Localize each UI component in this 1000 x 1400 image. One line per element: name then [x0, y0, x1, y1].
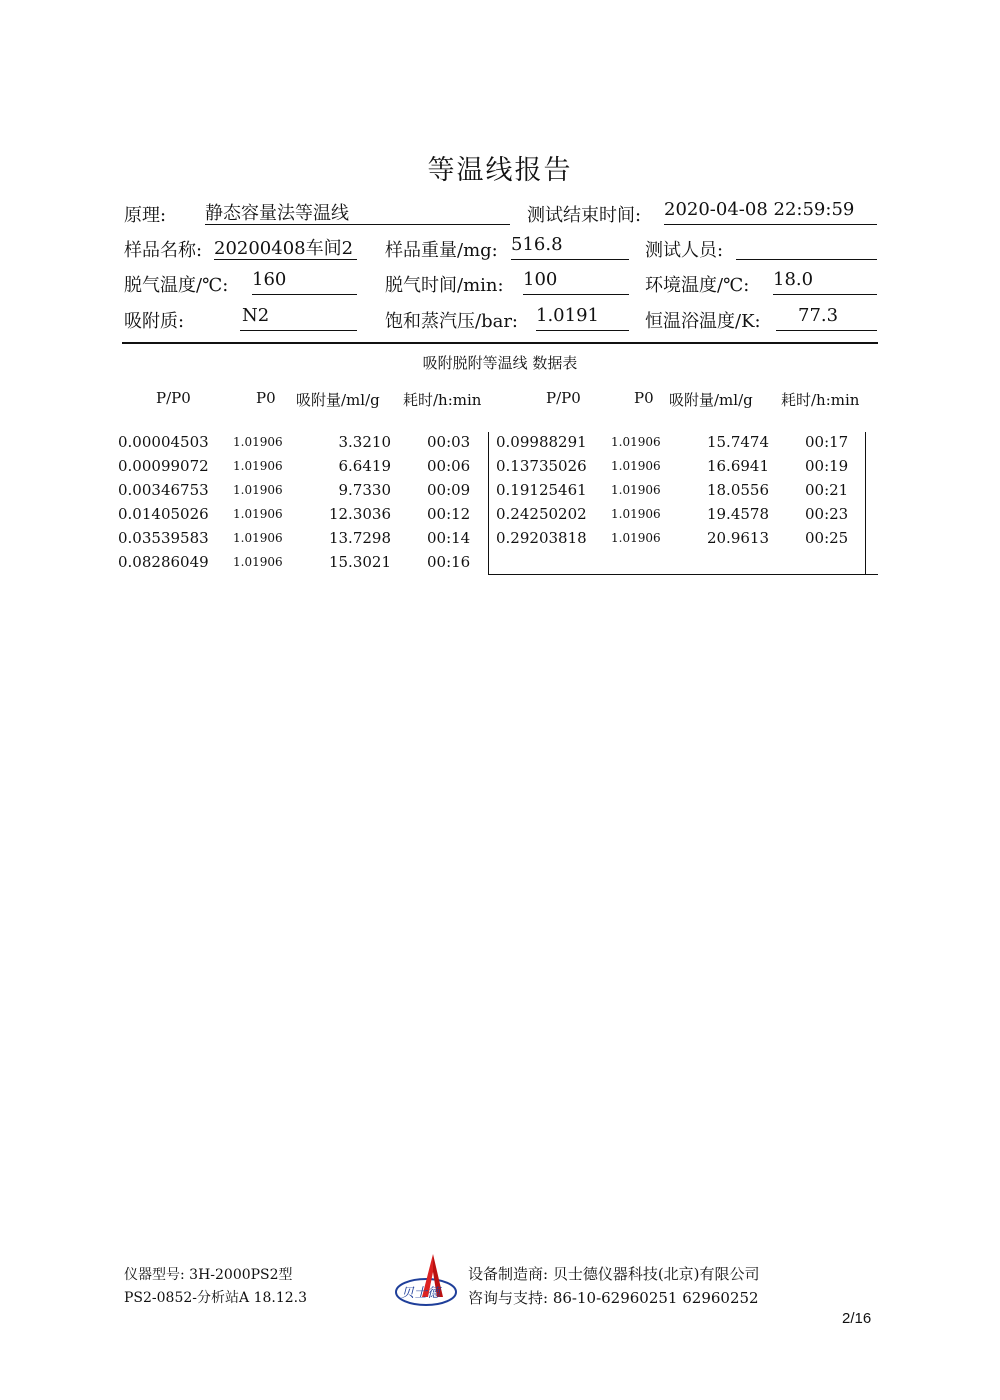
cell-pp0: 0.19125461 [496, 481, 587, 499]
cell-pp0: 0.00004503 [118, 433, 209, 451]
degas-time-label: 脱气时间/min: [385, 275, 504, 296]
table-center-divider [488, 432, 489, 575]
table-right-border [865, 432, 866, 575]
cell-time: 00:19 [805, 457, 849, 475]
report-title: 等温线报告 [427, 155, 573, 186]
cell-time: 00:06 [427, 457, 471, 475]
cell-p0: 1.01906 [233, 483, 283, 497]
cell-adsorption: 19.4578 [706, 505, 769, 523]
cell-time: 00:14 [427, 529, 471, 547]
cell-adsorption: 13.7298 [328, 529, 391, 547]
col-header-adsorption-left: 吸附量/ml/g [296, 391, 380, 409]
col-header-pp0-right: P/P0 [546, 389, 581, 407]
sat-pressure-label: 饱和蒸汽压/bar: [385, 311, 518, 332]
cell-time: 00:16 [427, 553, 471, 571]
cell-pp0: 0.13735026 [496, 457, 587, 475]
adsorbate-value: N2 [240, 305, 357, 331]
cell-time: 00:09 [427, 481, 471, 499]
bath-temp-label: 恒温浴温度/K: [645, 311, 761, 332]
header-divider [122, 342, 878, 344]
cell-time: 00:17 [805, 433, 849, 451]
cell-adsorption: 9.7330 [338, 481, 391, 499]
env-temp-label: 环境温度/℃: [645, 275, 750, 296]
tester-label: 测试人员: [645, 240, 724, 261]
analysis-station: PS2-0852-分析站A 18.12.3 [124, 1290, 308, 1306]
degas-temp-label: 脱气温度/℃: [124, 275, 229, 296]
cell-adsorption: 18.0556 [706, 481, 769, 499]
cell-p0: 1.01906 [611, 435, 661, 449]
instrument-model: 仪器型号: 3H-2000PS2型 [124, 1267, 293, 1283]
principle-value: 静态容量法等温线 [205, 199, 510, 225]
page-number: 2/16 [842, 1310, 872, 1327]
logo-graphic [395, 1252, 463, 1312]
degas-time-value: 100 [523, 269, 629, 295]
bath-temp-value: 77.3 [776, 305, 877, 331]
col-header-p0-left: P0 [256, 389, 276, 407]
adsorbate-label: 吸附质: [124, 311, 185, 332]
cell-pp0: 0.09988291 [496, 433, 587, 451]
principle-label: 原理: [124, 205, 167, 226]
end-time-label: 测试结束时间: [527, 205, 642, 226]
cell-time: 00:21 [805, 481, 849, 499]
cell-adsorption: 20.9613 [706, 529, 769, 547]
cell-pp0: 0.01405026 [118, 505, 209, 523]
sample-name-label: 样品名称: [124, 240, 203, 261]
cell-adsorption: 6.6419 [338, 457, 391, 475]
cell-time: 00:03 [427, 433, 471, 451]
cell-adsorption: 15.7474 [706, 433, 769, 451]
cell-time: 00:25 [805, 529, 849, 547]
manufacturer-info: 设备制造商: 贝士德仪器科技(北京)有限公司 [468, 1265, 760, 1283]
table-bottom-rule [488, 574, 878, 575]
cell-p0: 1.01906 [233, 555, 283, 569]
col-header-time-left: 耗时/h:min [403, 391, 482, 409]
cell-pp0: 0.00346753 [118, 481, 209, 499]
tester-value [736, 234, 877, 260]
cell-adsorption: 15.3021 [328, 553, 391, 571]
cell-p0: 1.01906 [233, 459, 283, 473]
env-temp-value: 18.0 [773, 269, 877, 295]
cell-p0: 1.01906 [233, 531, 283, 545]
degas-temp-value: 160 [252, 269, 357, 295]
cell-adsorption: 3.3210 [338, 433, 391, 451]
sample-weight-label: 样品重量/mg: [385, 240, 498, 261]
support-info: 咨询与支持: 86-10-62960251 62960252 [468, 1289, 759, 1307]
table-title: 吸附脱附等温线 数据表 [422, 354, 578, 372]
sample-weight-value: 516.8 [511, 234, 629, 260]
col-header-p0-right: P0 [634, 389, 654, 407]
col-header-time-right: 耗时/h:min [781, 391, 860, 409]
cell-p0: 1.01906 [611, 531, 661, 545]
logo-text: 贝士德 [401, 1286, 441, 1301]
cell-pp0: 0.03539583 [118, 529, 209, 547]
cell-pp0: 0.29203818 [496, 529, 587, 547]
col-header-adsorption-right: 吸附量/ml/g [669, 391, 753, 409]
cell-time: 00:12 [427, 505, 471, 523]
cell-pp0: 0.08286049 [118, 553, 209, 571]
cell-adsorption: 12.3036 [328, 505, 391, 523]
cell-p0: 1.01906 [233, 435, 283, 449]
end-time-value: 2020-04-08 22:59:59 [664, 199, 877, 225]
col-header-pp0-left: P/P0 [156, 389, 191, 407]
cell-p0: 1.01906 [233, 507, 283, 521]
sample-name-value: 20200408车间2 [214, 234, 357, 260]
cell-time: 00:23 [805, 505, 849, 523]
cell-pp0: 0.00099072 [118, 457, 209, 475]
cell-p0: 1.01906 [611, 507, 661, 521]
cell-p0: 1.01906 [611, 459, 661, 473]
cell-adsorption: 16.6941 [706, 457, 769, 475]
company-logo [395, 1252, 463, 1312]
cell-p0: 1.01906 [611, 483, 661, 497]
cell-pp0: 0.24250202 [496, 505, 587, 523]
sat-pressure-value: 1.0191 [536, 305, 629, 331]
